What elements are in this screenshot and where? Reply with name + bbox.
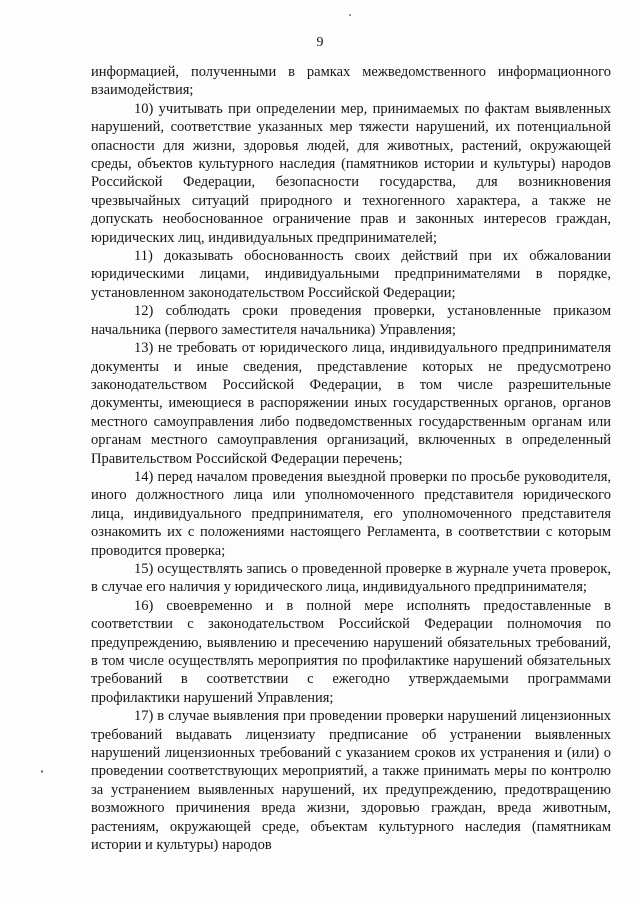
document-body <box>91 63 611 854</box>
paragraph-item-14: 14) перед началом проведения выездной проверки по просьбе руководителя, иного должностного лица или уполномоченного представителя юридического лица, индивидуального предпринимателя, его уполномоченного представителя ознакомить их с положениями настоящего Регламента, в соответствии с которым проводится проверка; <box>91 468 611 559</box>
paragraph-item-12: 12) соблюдать сроки проведения проверки, установленные приказом начальника (первого заместителя начальника) Управления; <box>91 303 611 338</box>
paragraph-item-16: 16) своевременно и в полной мере исполнять предоставленные в соответствии с законодательством Российской Федерации полномочия по предупреждению, выявлению и пресечению нарушений обязательных требований, в том числе осуществлять мероприятия по профилактике нарушений обязательных требований в соответствии с ежегодно утверждаемыми программами профилактики нарушений Управления; <box>91 597 611 706</box>
paragraph-item-13: 13) не требовать от юридического лица, индивидуального предпринимателя документы и иные сведения, представление которых не предусмотрено законодательством Российской Федерации, в том числе разрешительные документы, имеющиеся в распоряжении иных государственных органов, органов местного самоуправления либо подведомственных государственным органам или органам местного самоуправления организаций, включенных в определенный Правительством Российской Федерации перечень; <box>91 340 611 467</box>
page-number: 9 <box>316 35 324 50</box>
paragraph-item-11: 11) доказывать обоснованность своих действий при их обжаловании юридическими лицами, индивидуальными предпринимателями в порядке, установленном законодательством Российской Федерации; <box>91 248 611 301</box>
scan-speck <box>349 14 351 16</box>
scan-speck <box>41 770 43 773</box>
paragraph-continuation: информацией, полученными в рамках межведомственного информационного взаимодействия; <box>91 64 611 99</box>
paragraph-item-17: 17) в случае выявления при проведении проверки нарушений лицензионных требований выдавать лицензиату предписание об устранении выявленных нарушений лицензионных требований с указанием сроков их устранения и (или) о проведении соответствующих мероприятий, а также принимать меры по контролю за устранением выявленных нарушений, их предупреждению, предотвращению возможного причинения вреда жизни, здоровью граждан, вреда животным, растениям, окружающей среде, объектам культурного наследия (памятникам истории и культуры) народов <box>91 708 611 854</box>
paragraph-item-10: 10) учитывать при определении мер, принимаемых по фактам выявленных нарушений, соответствие указанных мер тяжести нарушений, их потенциальной опасности для жизни, здоровья людей, для животных, растений, окружающей среды, объектов культурного наследия (памятников истории и культуры) народов Российской Федерации, безопасности государства, для возникновения чрезвычайных ситуаций природного и техногенного характера, а также не допускать необоснованное ограничение прав и законных интересов граждан, юридических лиц, индивидуальных предпринимателей; <box>91 100 611 246</box>
paragraph-item-15: 15) осуществлять запись о проведенной проверке в журнале учета проверок, в случае его наличия у юридического лица, индивидуального предпринимателя; <box>91 560 611 596</box>
